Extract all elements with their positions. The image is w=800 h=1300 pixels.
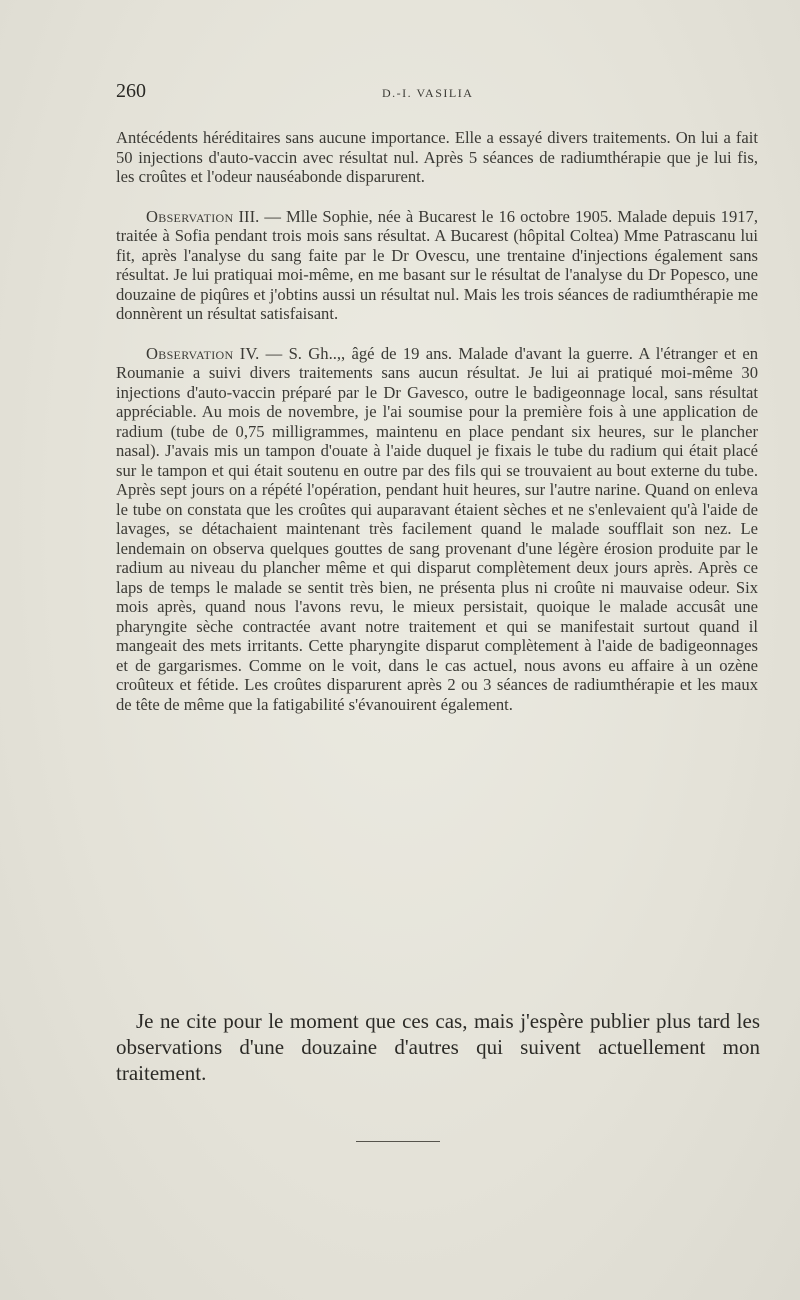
- observation-3-label: Observation: [146, 206, 234, 226]
- paragraph-observation-4: [116, 344, 758, 715]
- running-head: D.-I. VASILIA: [382, 86, 474, 100]
- end-rule: [356, 1141, 440, 1142]
- paragraph-antecedents: Antécédents héréditaires sans aucune importance. Elle a essayé divers traitements. On lui a fait 50 injections d'auto-vaccin avec résultat nul. Après 5 séances de radiumthérapie que je lui fis, les croûtes et l'odeur nauséabonde disparurent.: [116, 128, 758, 186]
- page-number: 260: [116, 80, 146, 102]
- page-header: [116, 80, 756, 110]
- body-text: [116, 128, 758, 714]
- closing-text: Je ne cite pour le moment que ces cas, mais j'espère publier plus tard les observations d'une douzaine d'autres qui suivent actuellement mon traitement.: [116, 1009, 760, 1085]
- observation-4-text: IV. — S. Gh..,, âgé de 19 ans. Malade d'avant la guerre. A l'étranger et en Roumanie a suivi divers traitements sans aucun résultat. Je lui ai pratiqué moi-même 30 injections d'auto-vaccin préparé par le Dr Gavesco, outre le badigeonnage local, sans résultat appréciable. Au mois de novembre, je l'ai soumise pour la première fois à une application de radium (tube de 0,75 milligrammes, maintenu en place pendant six heures, sur le plancher nasal). J'avais mis un tampon d'ouate à l'aide duquel je fixais le tube du radium qui était placé sur le tampon et qui était soutenu en outre par des fils qui se trouvaient au bout externe du tube. Après sept jours on a répété l'opération, pendant huit heures, sur l'autre narine. Quand on enleva le tube on constata que les croûtes qui auparavant étaient sèches et ne s'enlevaient qu'à l'aide de lavages, se détachaient maintenant très facilement quand le malade soufflait son nez. Le lendemain on observa quelques gouttes de sang provenant d'une légère érosion produite par le radium au niveau du plancher même et qui disparut complètement deux jours après. Après ce laps de temps le malade se sentit très bien, ne présenta plus ni croûte ni mauvaise odeur. Six mois après, quand nous l'avons revu, le mieux persistait, quoique le malade accusât une pharyngite sèche contractée avant notre traitement et qui se manifestait surtout quand il mangeait des mets irritants. Cette pharyngite disparut complètement à l'aide de badigeonnages et de gargarismes. Comme on le voit, dans le cas actuel, nous avons eu affaire à un ozène croûteux et fétide. Les croûtes disparurent après 2 ou 3 séances de radiumthérapie et les maux de tête de même que la fatigabilité s'évanouirent également.: [116, 343, 758, 714]
- closing-paragraph: [116, 1008, 760, 1086]
- paragraph-observation-3: [116, 207, 758, 324]
- observation-4-label: Observation: [146, 343, 234, 363]
- observation-3-text: III. — Mlle Sophie, née à Bucarest le 16 octobre 1905. Malade depuis 1917, traitée à Sofia pendant trois mois sans résultat. A Bucarest (hôpital Coltea) Mme Patrascanu lui fit, après l'analyse du sang faite par le Dr Ovescu, une trentaine d'injections également sans résultat. Je lui pratiquai moi-même, en me basant sur le résultat de l'analyse du Dr Popesco, une douzaine de piqûres et j'obtins aussi un résultat nul. Mais les trois séances de radiumthérapie me donnèrent un résultat satisfaisant.: [116, 206, 758, 323]
